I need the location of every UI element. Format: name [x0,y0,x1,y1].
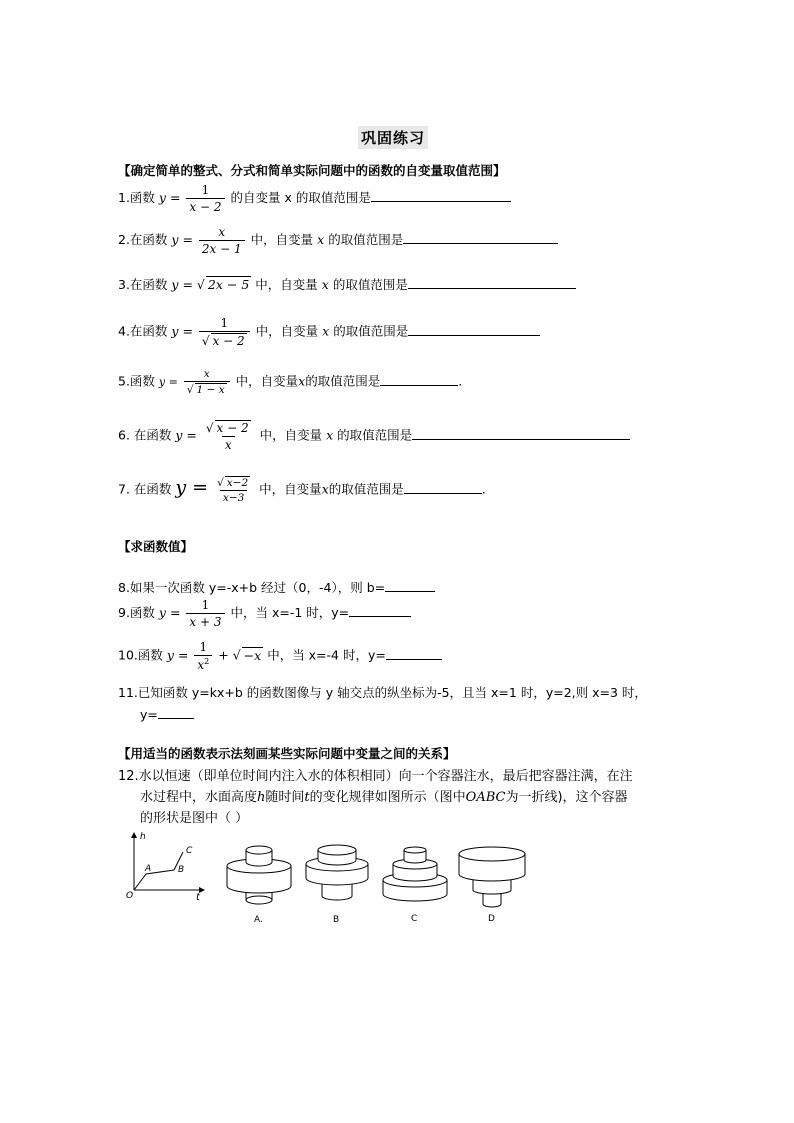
q4-num: 1 [220,316,229,330]
q7-y: y = [175,476,209,499]
q2-fraction [199,225,245,256]
q6-suffix2: 的取值范围是 [337,427,413,443]
q9-suffix: 中，当 x=-1 时，y= [230,605,350,620]
q8-answer-blank[interactable] [385,578,435,592]
q8-text: 8.如果一次函数 y=-x+b 经过（0，-4），则 b= [118,580,386,595]
q5-suffix2: 的取值范围是 [305,373,381,389]
q5-suffix: 中，自变量 [235,373,299,389]
container-option-c[interactable] [380,836,450,926]
q3-suffix2: 的取值范围是 [332,277,408,292]
q5-end: . [458,373,463,389]
q4-prefix: 4.在函数 [118,323,168,339]
q12-t: t [304,790,310,805]
q10-den: x [197,658,205,672]
q7-suffix2: 的取值范围是 [328,481,404,497]
point-a-label: A [145,864,152,874]
question-9 [118,598,411,629]
q4-suffix2: 的取值范围是 [333,323,409,339]
q7-answer-blank[interactable] [404,480,482,494]
point-c-label: C [186,846,193,856]
question-8 [118,578,435,596]
q7-den: x−3 [220,490,247,504]
option-b-label: B [333,915,340,925]
q12-h: h [257,790,266,805]
q2-suffix: 中，自变量 [250,232,314,247]
q7-fraction: $\frac{√ x-2}{x-3}$ [217,477,249,504]
q4-var: x [322,323,330,339]
q12-text-b: 随时间 [265,790,305,805]
q1-num: 1 [201,183,210,197]
question-6 [118,420,630,452]
q12-text-d: 为一折线)，这个容器 [505,790,628,805]
q1-den: x − 2 [186,198,224,214]
q6-den: x [222,436,235,452]
q1-y: y = [158,190,181,205]
question-2 [118,225,558,256]
q12-oabc: OABC [465,790,506,805]
q10-y: y = [166,647,189,663]
q9-answer-blank[interactable] [349,603,411,617]
q12-text-a: 水过程中，水面高度 [140,790,258,805]
q12-text-c: 的变化规律如图所示（图中 [309,790,466,805]
q6-fraction: $\frac{√ x - 2}{x}$ [205,421,249,452]
question-11-line2 [140,705,194,722]
question-1 [118,183,511,214]
option-c-label: C [411,914,418,924]
q6-suffix: 中，自变量 [259,427,323,443]
q10-plus: + [218,647,229,663]
q6-answer-blank[interactable] [412,426,630,440]
q10-suffix: 中，当 x=-4 时，y= [267,647,386,663]
container-option-d[interactable] [456,836,528,926]
q2-y: y = [171,232,193,247]
q5-prefix: 5.函数 [118,373,155,389]
option-a-label: A. [254,915,263,925]
q6-y: y = [175,427,197,443]
section-heading-representation: 【用适当的函数表示法刻画某些实际问题中变量之间的关系】 [118,746,456,761]
q6-prefix: 6. 在函数 [118,427,172,443]
q7-suffix: 中，自变量 [259,481,322,497]
q5-radicand: 1 − x [196,384,225,396]
q1-prefix: 1.函数 [118,190,155,205]
height-time-graph [118,830,218,905]
container-option-b[interactable] [302,838,372,926]
question-11-line1: 11.已知函数 y=kx+b 的函数图像与 y 轴交点的纵坐标为-5，且当 x=1 时，y=2,则 x=3 时， [118,685,647,700]
q5-var: x [298,373,306,389]
q7-end: . [481,481,486,497]
question-5 [118,368,462,396]
q7-var: x [321,481,329,497]
q1-fraction [186,183,224,214]
q5-fraction: $\frac{x}{√ 1 - x}$ [184,368,230,396]
section-heading-function-value: 【求函数值】 [118,539,194,554]
section-heading-domain: 【确定简单的整式、分式和简单实际问题中的函数的自变量取值范围】 [118,163,506,178]
q9-prefix: 9.函数 [118,605,155,620]
q7-prefix: 7. 在函数 [118,481,172,497]
q9-num: 1 [201,598,210,612]
q2-suffix2: 的取值范围是 [328,232,404,247]
q10-fraction [194,640,212,672]
question-12-line2 [140,786,628,805]
q10-answer-blank[interactable] [386,646,442,660]
q2-var: x [317,232,325,247]
question-10: 10.函数 y = $\frac{1}{x^2}$ + √ −x 中，当 x=-4 时，y= [118,640,442,672]
origin-label: O [126,891,134,901]
q4-radicand: x − 2 [212,334,245,348]
q5-answer-blank[interactable] [380,372,458,386]
question-12-line3: 的形状是图中（ ） [140,811,249,826]
q5-num: x [203,368,210,380]
q2-den: 2x − 1 [199,240,245,256]
q9-den: x + 3 [186,613,224,629]
q1-suffix: 的自变量 x 的取值范围是 [230,190,371,205]
point-b-label: B [178,865,185,875]
q10-exp: 2 [204,657,210,666]
container-option-a[interactable] [224,838,294,926]
q9-y: y = [158,605,181,620]
q7-radicand: x−2 [226,477,249,489]
question-4 [118,316,540,348]
q5-y: y = [158,375,178,389]
q4-y: y = [171,323,193,339]
q6-radicand: x − 2 [216,421,249,435]
option-d-label: D [488,914,495,924]
q10-radicand: −x [243,647,262,663]
q3-answer-blank[interactable] [408,275,576,289]
t-axis-label: t [196,892,200,903]
q10-num: 1 [199,640,208,654]
q2-answer-blank[interactable] [403,230,558,244]
q6-var: x [326,427,334,443]
question-12-line1: 12.水以恒速（即单位时间内注入水的体积相同）向一个容器注水，最后把容器注满，在注 [118,769,633,784]
q2-prefix: 2.在函数 [118,232,168,247]
q1-answer-blank[interactable] [371,188,511,202]
q4-fraction: $\frac{1}{√ x - 2}$ [199,316,250,348]
page-title: 巩固练习 [358,126,428,149]
q3-y: y = [171,277,193,292]
q3-suffix: 中，自变量 [255,277,318,292]
q11-answer-blank[interactable] [158,705,194,719]
q4-suffix: 中，自变量 [255,323,319,339]
q11-line2: y= [140,707,158,722]
question-3: 3.在函数 y = √ 2x − 5 中，自变量 x 的取值范围是 [118,275,576,293]
question-7 [118,476,486,504]
q3-radicand: 2x − 5 [207,277,250,292]
q9-fraction [186,598,224,629]
q3-prefix: 3.在函数 [118,277,168,292]
q4-answer-blank[interactable] [408,322,540,336]
oabc-polyline [134,852,183,890]
q10-prefix: 10.函数 [118,647,163,663]
h-axis-label: h [140,832,146,842]
q2-num: x [218,225,226,239]
q3-var: x [321,277,329,292]
